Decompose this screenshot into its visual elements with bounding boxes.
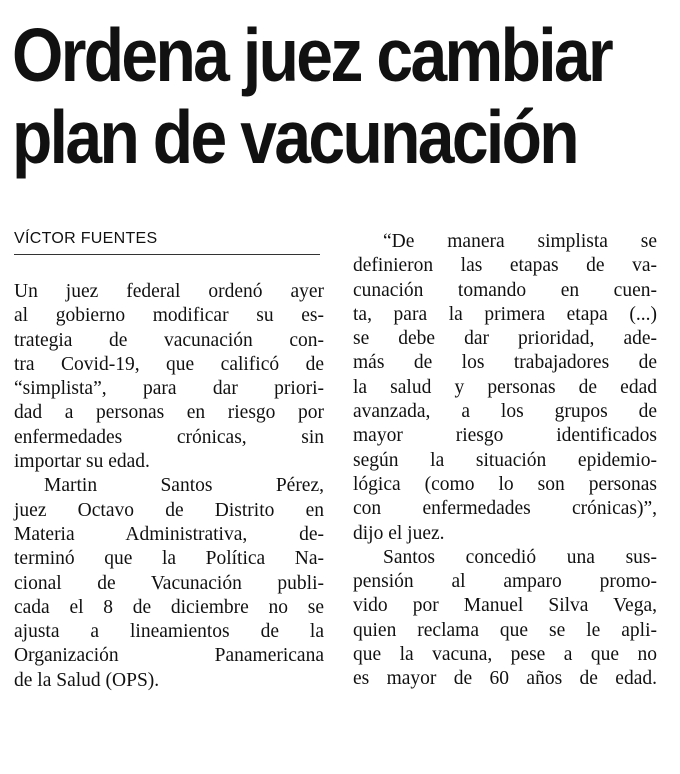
text-line: Organización Panamericana	[14, 645, 324, 667]
body-column-right	[353, 230, 657, 692]
text-line: dad a personas en riesgo por	[14, 402, 324, 424]
text-line: pensión al amparo promo-	[353, 571, 657, 593]
headline-line: Ordena juez cambiar	[12, 13, 612, 97]
text-line: se debe dar prioridad, ade-	[353, 328, 657, 350]
text-line: de la Salud (OPS).	[14, 669, 160, 691]
text-line: Santos concedió una sus-	[383, 546, 657, 568]
text-line: Martin Santos Pérez,	[44, 475, 324, 497]
text-line: ajusta a lineamientos de la	[14, 621, 324, 643]
text-line: lógica (como lo son personas	[353, 473, 657, 495]
text-line: cada el 8 de diciembre no se	[14, 596, 324, 618]
text-line: enfermedades crónicas, sin	[14, 426, 324, 448]
text-line: tra Covid-19, que calificó de	[14, 353, 324, 375]
text-line: definieron las etapas de va-	[353, 255, 657, 277]
text-line: Materia Administrativa, de-	[14, 523, 324, 545]
text-line: juez Octavo de Distrito en	[14, 499, 324, 521]
text-line: con enfermedades crónicas)”,	[353, 498, 657, 520]
text-line: que la vacuna, pese a que no	[353, 644, 657, 666]
text-line: “simplista”, para dar priori-	[14, 378, 324, 400]
text-line: Un juez federal ordenó ayer	[14, 281, 324, 302]
text-line: más de los trabajadores de	[353, 352, 657, 374]
text-line: “De manera simplista se	[383, 231, 657, 252]
text-line: es mayor de 60 años de edad.	[353, 668, 657, 690]
text-line: cional de Vacunación publi-	[14, 572, 324, 594]
text-line: ta, para la primera etapa (...)	[353, 303, 657, 325]
body-column-left	[14, 280, 324, 693]
text-line: según la situación epidemio-	[353, 449, 657, 471]
headline	[12, 14, 672, 178]
text-line: importar su edad.	[14, 451, 150, 473]
text-line: mayor riesgo identificados	[353, 425, 657, 447]
text-line: cunación tomando en cuen-	[353, 279, 657, 301]
text-line: al gobierno modificar su es-	[14, 305, 324, 327]
text-line: trategia de vacunación con-	[14, 329, 324, 351]
text-line: la salud y personas de edad	[353, 376, 657, 398]
text-line: dijo el juez.	[353, 522, 445, 544]
headline-line: plan de vacunación	[12, 95, 577, 179]
byline: VÍCTOR FUENTES	[14, 228, 320, 255]
text-line: vido por Manuel Silva Vega,	[353, 595, 657, 617]
text-line: avanzada, a los grupos de	[353, 401, 657, 423]
text-line: terminó que la Política Na-	[14, 548, 324, 570]
text-line: quien reclama que se le apli-	[353, 619, 657, 641]
